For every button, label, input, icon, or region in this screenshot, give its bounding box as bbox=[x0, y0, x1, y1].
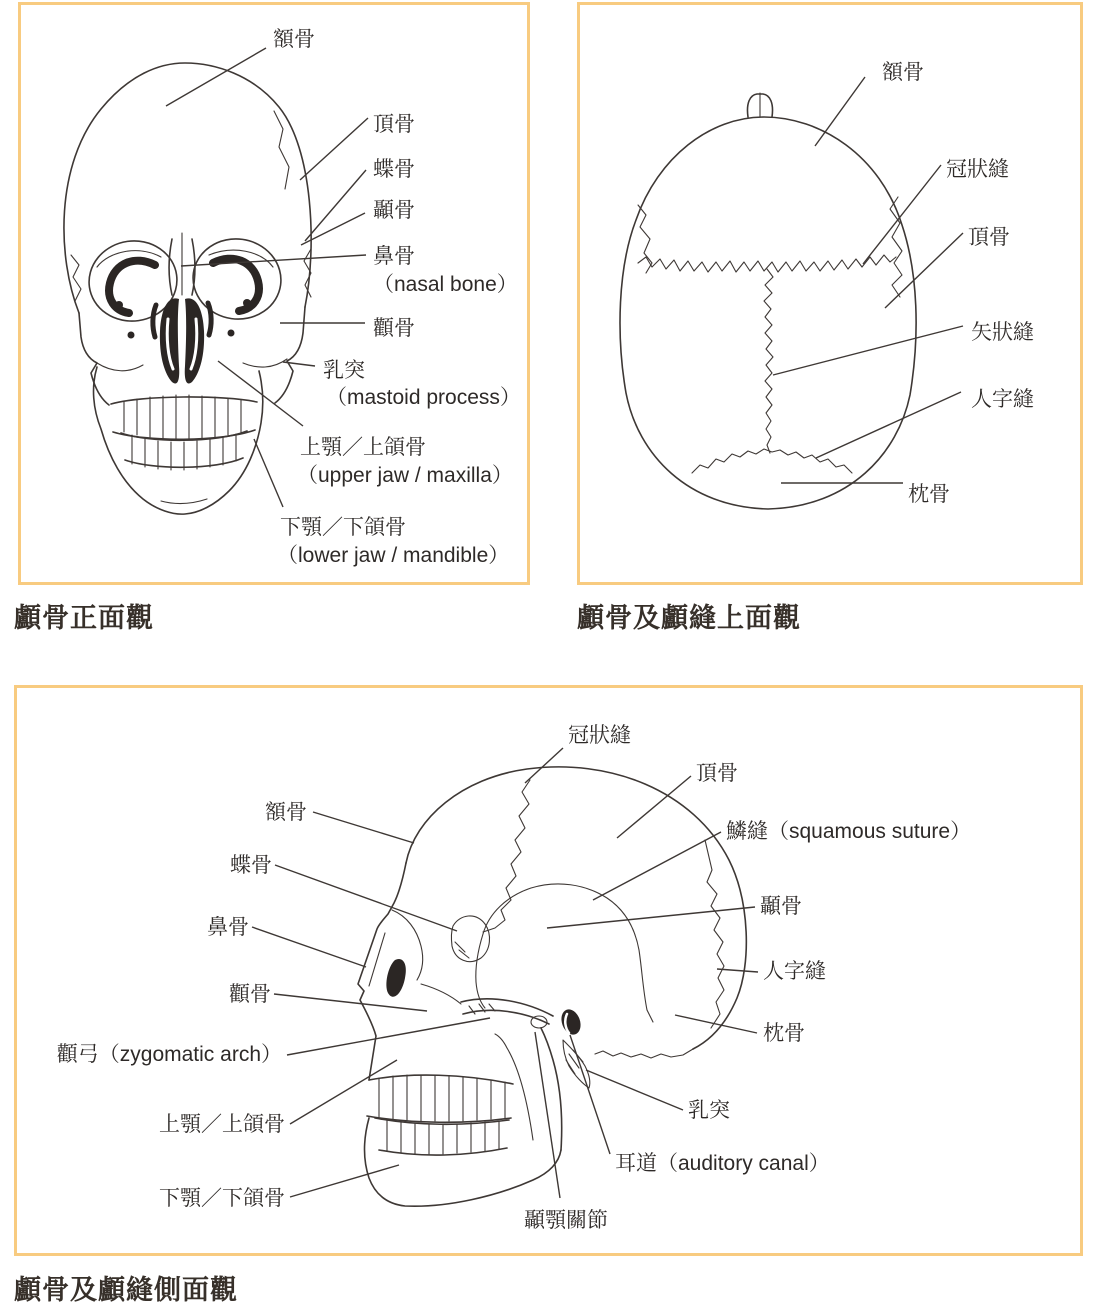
leader-zygomatic-bone bbox=[274, 994, 427, 1011]
side-label-zygomatic-bone: 顴骨 bbox=[229, 983, 271, 1006]
top-skull-drawing bbox=[620, 93, 916, 509]
side-label-mandible: 下顎／下頜骨 bbox=[159, 1187, 285, 1210]
front-labels bbox=[273, 28, 521, 567]
leader-sphenoid-bone bbox=[275, 865, 457, 931]
leader-occipital-bone bbox=[675, 1015, 757, 1033]
top-label-frontal-bone: 額骨 bbox=[882, 61, 924, 84]
leader-nasal-bone bbox=[252, 927, 366, 967]
leader-maxilla bbox=[290, 1060, 397, 1124]
side-label-lambdoid-suture: 人字縫 bbox=[763, 960, 826, 983]
front-label-frontal-bone: 額骨 bbox=[273, 28, 315, 51]
leader-parietal-bone bbox=[300, 118, 368, 180]
leader-squamous-suture bbox=[593, 832, 721, 900]
leader-coronal-suture bbox=[863, 165, 941, 264]
side-label-coronal-suture: 冠狀縫 bbox=[568, 724, 631, 747]
side-label-zygomatic-arch: 顴弓（zygomatic arch） bbox=[56, 1043, 282, 1066]
front-label-temporal-bone: 顳骨 bbox=[373, 199, 415, 222]
side-label-sphenoid-bone: 蝶骨 bbox=[230, 854, 272, 877]
side-label-tmj: 顳顎關節 bbox=[524, 1209, 608, 1232]
side-label-parietal-bone: 頂骨 bbox=[696, 762, 738, 785]
side-skull-figure bbox=[17, 688, 1080, 1253]
side-view-panel bbox=[14, 685, 1083, 1256]
top-view-caption: 顱骨及顱縫上面觀 bbox=[577, 603, 801, 633]
side-label-squamous-suture: 鱗縫（squamous suture） bbox=[726, 820, 972, 843]
leader-zygomatic-arch bbox=[287, 1018, 490, 1055]
top-label-coronal-suture: 冠狀縫 bbox=[946, 158, 1009, 181]
leader-frontal-bone bbox=[166, 48, 266, 106]
top-label-parietal-bone: 頂骨 bbox=[968, 226, 1010, 249]
front-label-sphenoid-bone: 蝶骨 bbox=[373, 158, 415, 181]
front-skull-figure bbox=[21, 5, 527, 582]
top-label-occipital-bone: 枕骨 bbox=[908, 483, 950, 506]
front-skull-drawing bbox=[64, 63, 311, 514]
top-labels bbox=[882, 61, 1034, 506]
side-view-caption: 顱骨及顱縫側面觀 bbox=[14, 1275, 238, 1305]
front-label-nasal-bone-zh: 鼻骨 bbox=[373, 245, 415, 268]
front-label-maxilla-zh: 上顎／上頜骨 bbox=[300, 436, 426, 459]
front-label-mastoid-zh: 乳突 bbox=[323, 359, 365, 382]
front-label-nasal-bone-en: （nasal bone） bbox=[373, 273, 518, 296]
front-label-mastoid-en: （mastoid process） bbox=[326, 386, 521, 409]
top-skull-figure bbox=[580, 5, 1080, 582]
leader-lambdoid-suture bbox=[717, 969, 758, 972]
leader-sphenoid-bone bbox=[305, 170, 366, 241]
side-label-nasal-bone: 鼻骨 bbox=[207, 916, 249, 939]
leader-mandible bbox=[290, 1165, 399, 1197]
leader-temporal-bone bbox=[547, 907, 755, 928]
side-label-temporal-bone: 顳骨 bbox=[760, 895, 802, 918]
front-label-zygomatic-bone: 顴骨 bbox=[373, 317, 415, 340]
front-label-parietal-bone: 頂骨 bbox=[373, 113, 415, 136]
leader-frontal-bone bbox=[313, 812, 414, 843]
side-label-mastoid-process: 乳突 bbox=[688, 1099, 730, 1122]
top-label-sagittal-suture: 矢狀縫 bbox=[971, 321, 1034, 344]
leader-tmj bbox=[535, 1032, 560, 1198]
leader-sagittal-suture bbox=[773, 326, 963, 375]
side-label-frontal-bone: 額骨 bbox=[265, 801, 307, 824]
side-skull-drawing bbox=[358, 767, 746, 1206]
leader-parietal-bone bbox=[617, 776, 691, 838]
front-view-caption: 顱骨正面觀 bbox=[14, 603, 154, 633]
top-label-lambdoid-suture: 人字縫 bbox=[971, 388, 1034, 411]
side-label-maxilla: 上顎／上頜骨 bbox=[159, 1113, 285, 1136]
leader-frontal-bone bbox=[815, 77, 865, 146]
leader-coronal-suture bbox=[525, 748, 563, 783]
side-leader-lines bbox=[252, 748, 758, 1198]
leader-maxilla bbox=[218, 361, 303, 426]
top-view-panel bbox=[577, 2, 1083, 585]
leader-mandible bbox=[254, 439, 283, 507]
leader-auditory-canal bbox=[570, 1035, 610, 1154]
leader-mastoid-process bbox=[283, 362, 315, 366]
front-label-maxilla-en: （upper jaw / maxilla） bbox=[297, 464, 513, 487]
side-labels bbox=[57, 724, 971, 1232]
side-label-occipital-bone: 枕骨 bbox=[763, 1022, 805, 1045]
front-view-panel bbox=[18, 2, 530, 585]
front-label-mandible-en: （lower jaw / mandible） bbox=[277, 544, 510, 567]
leader-mastoid-process bbox=[586, 1070, 683, 1110]
side-label-auditory-canal: 耳道（auditory canal） bbox=[615, 1152, 830, 1175]
top-leader-lines bbox=[773, 77, 963, 483]
front-label-mandible-zh: 下顎／下頜骨 bbox=[280, 516, 406, 539]
